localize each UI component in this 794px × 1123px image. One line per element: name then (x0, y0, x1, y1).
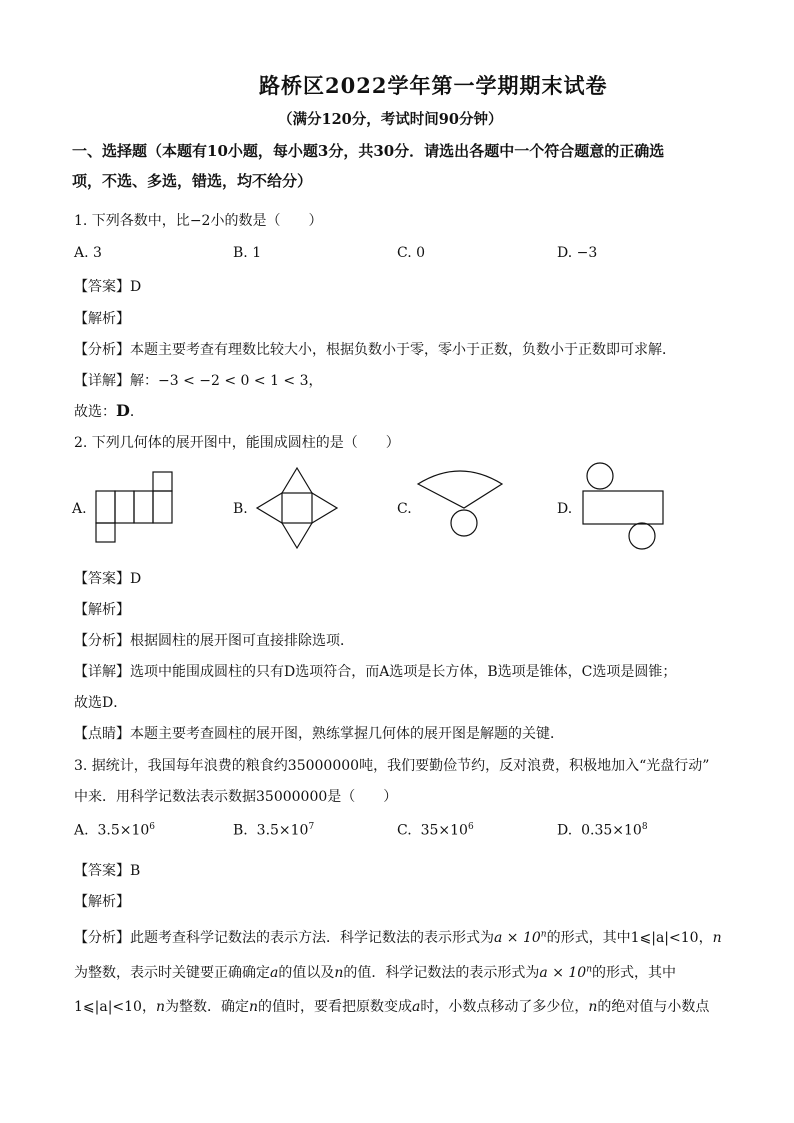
q3-a1-end: ， (698, 930, 713, 946)
q3-option-b-exp: 7 (308, 822, 315, 832)
q2-jiexi: 【解析】 (74, 602, 130, 618)
q3-option-a-coef: 3.5×10 (97, 822, 150, 839)
q2-option-a-label: A. (72, 501, 87, 517)
net-b-bottom-triangle (282, 523, 312, 548)
q1-analysis: 【分析】本题主要考查有理数比较大小，根据负数小于零，零小于正数，负数小于正数即可求解． (74, 342, 676, 358)
net-a-top-face (153, 472, 172, 491)
q2-option-b-label: B. (233, 501, 248, 517)
q1-answer: 【答案】D (74, 279, 142, 295)
q3-option-c-exp: 6 (467, 822, 474, 832)
net-b-square-base (282, 493, 312, 523)
q3-option-a-label: A. (74, 822, 89, 839)
net-d-bottom-circle (629, 523, 655, 549)
q3-a3-text2: 为整数．确定 (165, 999, 249, 1015)
page-subtitle: （满分120分，考试时间90分钟） (278, 111, 503, 128)
q2-option-a-net-diagram (90, 465, 180, 545)
net-a-face-4 (153, 491, 172, 523)
net-b-right-triangle (312, 493, 337, 523)
net-a-face-3 (134, 491, 153, 523)
q2-detail: 【详解】选项中能围成圆柱的只有D选项符合，而A选项是长方体，B选项是锥体，C选项是圆锥； (74, 664, 677, 680)
q3-option-d (557, 822, 648, 839)
q3-option-b (233, 822, 314, 839)
q3-option-d-exp: 8 (641, 822, 648, 832)
q1-choice-label: 故选： (74, 404, 116, 420)
q3-option-a (74, 822, 155, 839)
q1-jiexi: 【解析】 (74, 311, 130, 327)
q3-a1-text: 【分析】此题考查科学记数法的表示方法．科学记数法的表示形式为 (74, 930, 494, 946)
q3-a1-mid: 的形式，其中 (546, 930, 631, 946)
q3-analysis-line2 (74, 962, 676, 982)
q3-a2-text1: 为整数，表示时关键要正确确定 (74, 965, 270, 981)
q1-detail-end: ， (308, 373, 323, 389)
q3-a1-form-exp: n (540, 929, 547, 940)
q3-answer: 【答案】B (74, 863, 141, 879)
q2-analysis: 【分析】根据圆柱的展开图可直接排除选项． (74, 633, 354, 649)
net-d-rectangle (583, 491, 663, 524)
q3-a3-text4: 时，小数点移动了多少位， (420, 999, 589, 1015)
section-heading-line1: 一、选择题（本题有10小题，每小题3分，共30分．请选出各题中一个符合题意的正确选 (72, 142, 665, 160)
q3-option-d-coef: 0.35×10 (581, 822, 642, 839)
q3-option-d-label: D. (557, 822, 573, 839)
q2-comment: 【点睛】本题主要考查圆柱的展开图，熟练掌握几何体的展开图是解题的关键． (74, 726, 564, 742)
q3-stem-line2: 中来．用科学记数法表示数据35000000是（ ） (74, 789, 398, 805)
q3-a2-text3: 的值．科学记数法的表示形式为 (343, 965, 540, 981)
net-b-left-triangle (257, 493, 282, 523)
q3-analysis-line1 (74, 927, 722, 947)
page-title: 路桥区2022学年第一学期期末试卷 (259, 73, 608, 98)
q3-a3-n: n (155, 999, 165, 1015)
q1-detail (74, 370, 323, 390)
q3-a2-a: a (270, 965, 279, 981)
q3-analysis-line3 (74, 996, 709, 1016)
q2-option-c-label: C. (397, 501, 412, 517)
net-c-circle (451, 510, 477, 536)
section-heading-line2: 项，不选、多选，错选，均不给分） (72, 172, 313, 190)
q3-a2-n: n (334, 965, 344, 981)
q1-detail-math: −3 < −2 < 0 < 1 < 3 (158, 373, 309, 389)
q1-stem-number: −2 (189, 213, 211, 229)
net-a-bottom-face (96, 523, 115, 542)
q2-option-d-net-diagram (580, 462, 670, 552)
q3-a1-form: a × 10 (494, 930, 541, 946)
q1-option-d: D. −3 (557, 245, 598, 261)
q3-option-b-coef: 3.5×10 (256, 822, 309, 839)
q3-a1-n: n (712, 930, 722, 946)
q1-stem-b: 小的数是（ ） (210, 213, 323, 229)
q1-stem (74, 210, 322, 230)
q1-option-c: C. 0 (397, 245, 426, 261)
q3-option-a-exp: 6 (149, 822, 156, 832)
q2-option-c-net-diagram (414, 470, 510, 540)
q3-option-c (397, 822, 474, 839)
q1-choice-value: D (116, 401, 130, 420)
q3-a3-n3: n (588, 999, 598, 1015)
q3-a2-form-exp: n (586, 964, 592, 975)
q1-choice-end: ． (129, 404, 144, 420)
q3-option-c-label: C. (397, 822, 412, 839)
q1-option-b: B. 1 (233, 245, 262, 261)
net-c-sector (418, 471, 502, 508)
q3-a1-ineq: 1⩽|a|<10 (630, 930, 699, 946)
q1-stem-a: 1. 下列各数中，比 (74, 213, 190, 229)
net-a-face-2 (115, 491, 134, 523)
q3-a3-a: a (412, 999, 421, 1015)
q3-a2-text2: 的值以及 (278, 965, 335, 981)
q3-option-b-label: B. (233, 822, 248, 839)
q3-a3-text1: ， (141, 999, 156, 1015)
q2-option-d-label: D. (557, 501, 573, 517)
q2-stem: 2. 下列几何体的展开图中，能围成圆柱的是（ ） (74, 435, 400, 451)
q3-a3-text5: 的绝对值与小数点 (597, 999, 710, 1015)
q2-answer: 【答案】D (74, 571, 142, 587)
q2-choice: 故选D． (74, 695, 128, 711)
q3-a3-n2: n (249, 999, 259, 1015)
q1-option-a: A. 3 (74, 245, 102, 261)
q3-a2-form: a × 10 (539, 965, 587, 981)
q3-jiexi: 【解析】 (74, 894, 130, 910)
net-b-top-triangle (282, 468, 312, 493)
q3-option-c-coef: 35×10 (420, 822, 468, 839)
q1-choice (74, 401, 144, 421)
q1-detail-label: 【详解】解： (74, 373, 158, 389)
q3-a3-text3: 的值时，要看把原数变成 (258, 999, 413, 1015)
net-d-top-circle (587, 463, 613, 489)
net-a-face-1 (96, 491, 115, 523)
q3-a2-text4: 的形式，其中 (591, 965, 676, 981)
q3-a3-ineq: 1⩽|a|<10 (74, 999, 142, 1015)
q2-option-b-net-diagram (255, 465, 339, 551)
q3-stem-line1: 3. 据统计，我国每年浪费的粮食约35000000吨，我们要勤俭节约，反对浪费，积极地加入“光盘行动” (74, 758, 710, 774)
